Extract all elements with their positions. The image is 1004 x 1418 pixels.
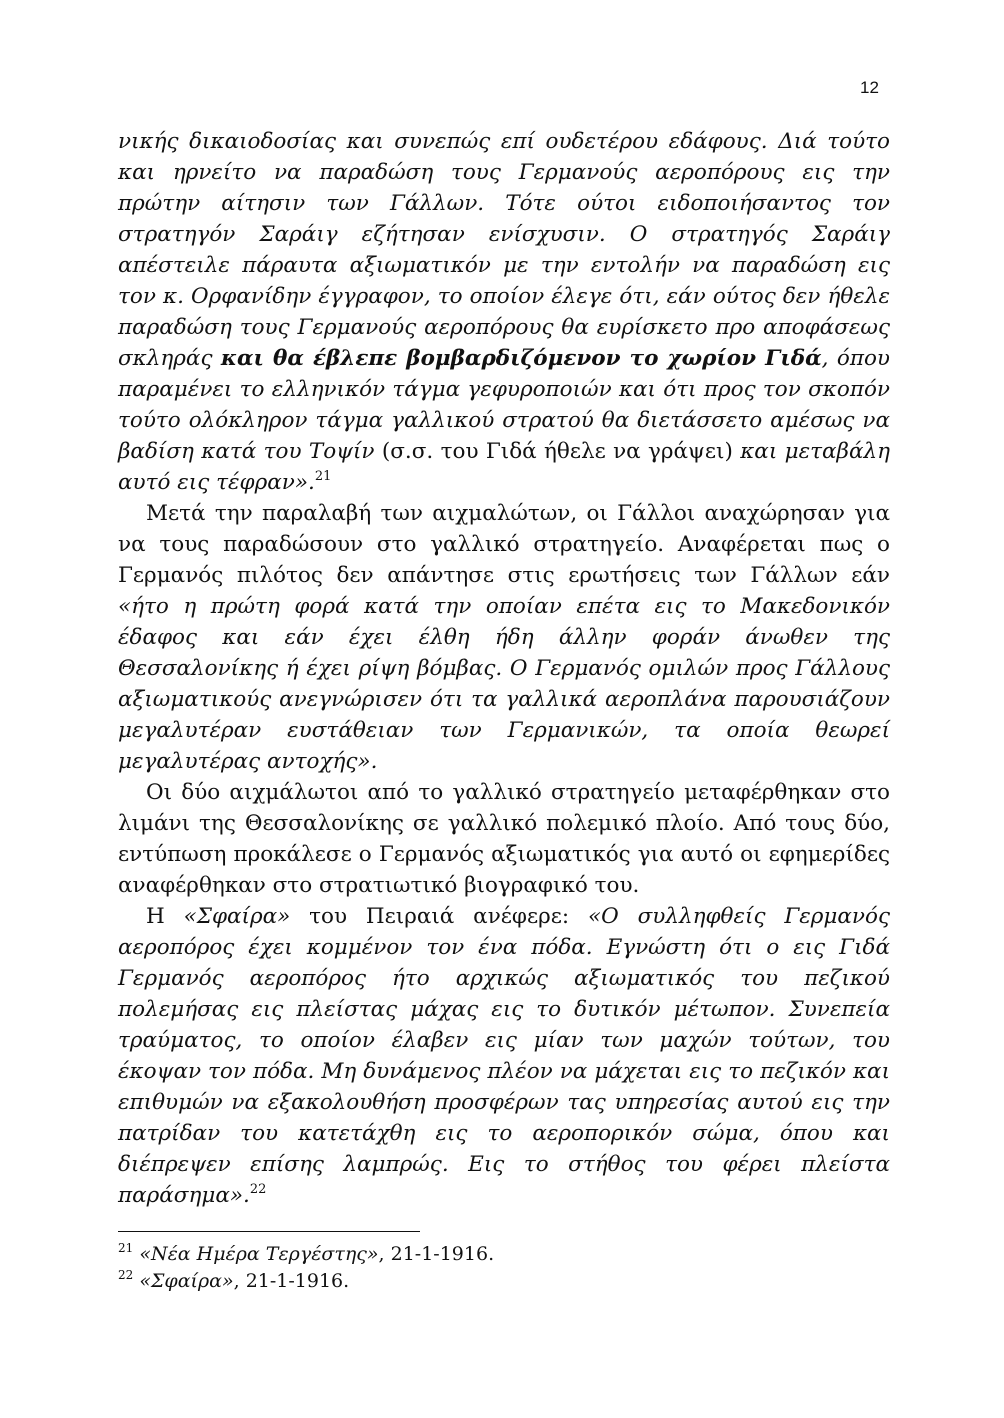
page-number: 12: [860, 78, 879, 97]
paragraph-capture: [118, 498, 890, 777]
footnote-22: [118, 1268, 890, 1295]
paragraph-capture-quote: «ήτο η πρώτη φορά κατά την οποίαν επέτα εις το Μακεδονικόν έδαφος και εάν έχει έλθη ήδη άλλην φοράν άνωθεν της Θεσσαλονίκης ή έχει ρίψη βόμβας. Ο Γερμανός ομιλών προς Γάλλους αξιωματικούς ανεγνώρισεν ότι τα γαλλικά αεροπλάνα παρουσιάζουν μεγαλυτέραν ευστάθειαν των Γερμανικών, τα οποία θεωρεί μεγαλυτέρας αντοχής».: [118, 594, 890, 774]
footnote-ref-22: 22: [249, 1182, 267, 1197]
footnote-source: «Νέα Ημέρα Τεργέστης»: [139, 1243, 379, 1265]
footnote-divider: [118, 1231, 420, 1232]
quote-text-part1: νικής δικαιοδοσίας και συνεπώς επί ουδετέρου εδάφους. Διά τούτο και ηρνείτο να παραδώση τους Γερμανούς αεροπόρους εις την πρώτην αίτησιν των Γάλλων. Τότε ούτοι ειδοποιήσαντος τον στρατηγόν Σαράιγ εζήτησαν ενίσχυσιν. Ο στρατηγός Σαράιγ απέστειλε πάραυτα αξιωματικόν με την εντολήν να παραδώση εις τον κ. Ορφανίδην έγγραφον, το οποίον έλεγε ότι, εάν ούτος δεν ήθελε παραδώση τους Γερμανούς αεροπόρους θα ευρίσκετο προ αποφάσεως σκληράς: [118, 129, 890, 371]
editor-note: (σ.σ. του Γιδά ήθελε να γράψει): [381, 439, 733, 464]
footnote-source: «Σφαίρα»: [139, 1270, 234, 1292]
quote-paragraph: [118, 126, 890, 498]
quote-text-part2: , όπου παραμένει το ελληνικόν τάγμα γεφυροποιών και ότι προς τον σκοπόν τούτο ολόκληρον τάγμα γαλλικού στρατού θα διετάσσετο αμέσως να βαδίση κατά του Τοψίν: [118, 346, 890, 464]
footnotes: [118, 1241, 890, 1295]
paragraph-transfer: Οι δύο αιχμάλωτοι από το γαλλικό στρατηγείο μεταφέρθηκαν στο λιμάνι της Θεσσαλονίκης σε γαλλικό πολεμικό πλοίο. Από τους δύο, εντύπωση προκάλεσε ο Γερμανός αξιωματικός για αυτό οι εφημερίδες αναφέρθηκαν στο στρατιωτικό βιογραφικό του.: [118, 780, 890, 898]
footnote-21: [118, 1241, 890, 1268]
footnote-date: , 21-1-1916.: [233, 1270, 350, 1292]
newspaper-name: «Σφαίρα»: [183, 904, 291, 929]
footnote-date: , 21-1-1916.: [378, 1243, 495, 1265]
paragraph-sfaira: [118, 901, 890, 1211]
page-body: [118, 126, 890, 1211]
footnote-ref-21: 21: [314, 469, 332, 484]
footnote-number: 22: [118, 1268, 134, 1282]
quote-text-part3: και μεταβάλη αυτό εις τέφραν».: [118, 439, 890, 495]
footnote-number: 21: [118, 1241, 134, 1255]
paragraph-sfaira-quote: «Ο συλληφθείς Γερμανός αεροπόρος έχει κομμένον τον ένα πόδα. Εγνώστη ότι ο εις Γιδά Γερμανός αεροπόρος ήτο αρχικώς αξιωματικός του πεζικού πολεμήσας εις πλείστας μάχας εις το δυτικόν μέτωπον. Συνεπεία τραύματος, το οποίον έλαβεν εις μίαν των μαχών τούτων, του έκοψαν τον πόδα. Μη δυνάμενος πλέον να μάχεται εις το πεζικόν και επιθυμών να εξακολουθήση προσφέρων τας υπηρεσίας αυτού εις την πατρίδαν του κατετάχθη εις το αεροπορικόν σώμα, όπου και διέπρεψεν επίσης λαμπρώς. Εις το στήθος του φέρει πλείστα παράσημα».: [118, 904, 890, 1208]
quote-bold-text: και θα έβλεπε βομβαρδιζόμενον το χωρίον Γιδά: [220, 346, 822, 371]
paragraph-capture-text: Μετά την παραλαβή των αιχμαλώτων, οι Γάλλοι αναχώρησαν για να τους παραδώσουν στο γαλλικό στρατηγείο. Αναφέρεται πως ο Γερμανός πιλότος δεν απάντησε στις ερωτήσεις των Γάλλων εάν: [118, 501, 890, 588]
paragraph-sfaira-mid: του Πειραιά ανέφερε:: [290, 904, 588, 929]
paragraph-sfaira-lead: Η: [146, 904, 184, 929]
